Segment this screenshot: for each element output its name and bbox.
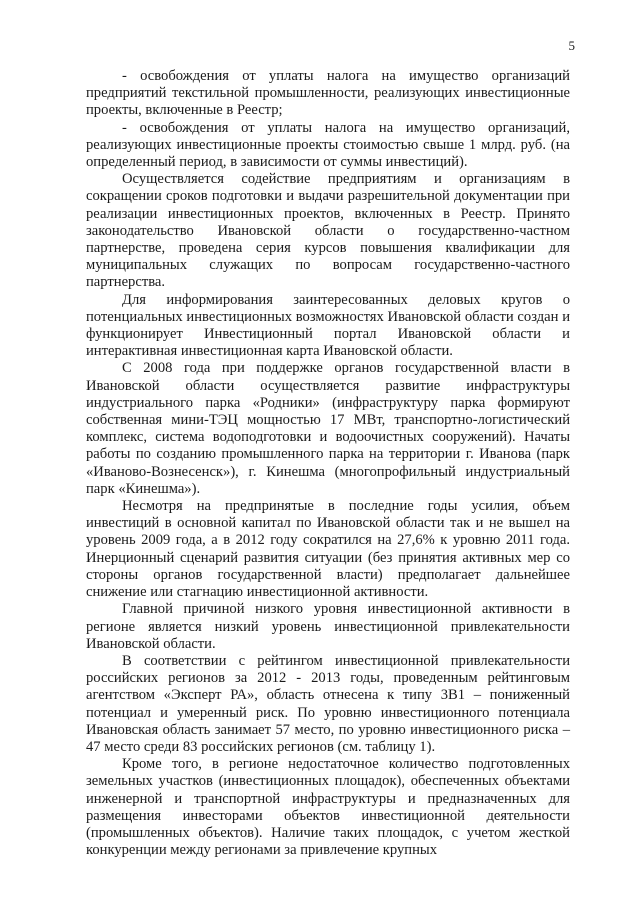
paragraph-investment-decline: Несмотря на предпринятые в последние годы усилия, объем инвестиций в основной капитал по Ивановской области так и не вышел на уровень 2009 года, а в 2012 году сократился на 27,6% к уровню 2011 года. Инерционный сценарий развития ситуации (без принятия активных мер со стороны органов государственной власти) предполагает дальнейшее снижение или стагнацию инвестиционной активности. xyxy=(86,498,570,601)
paragraph-permit-assistance: Осуществляется содействие предприятиям и организациям в сокращении сроков подготовки и выдачи разрешительной документации при реализации инвестиционных проектов, включенных в Реестр. Принято законодательство Ивановской области о государственно-частном партнерстве, проведена серия курсов повышения квалификации для муниципальных служащих по вопросам государственно-частного партнерства. xyxy=(86,171,570,291)
paragraph-rating: В соответствии с рейтингом инвестиционной привлекательности российских регионов за 2012 - 2013 годы, проведенным рейтинговым агентством «Эксперт РА», область отнесена к типу 3В1 – пониженный потенциал и умеренный риск. По уровню инвестиционного потенциала Ивановская область занимает 57 место, по уровню инвестиционного риска – 47 место среди 83 российских регионов (см. таблицу 1). xyxy=(86,652,570,755)
paragraph-main-cause: Главной причиной низкого уровня инвестиционной активности в регионе является низкий уровень инвестиционной привлекательности Ивановской области. xyxy=(86,601,570,652)
document-body xyxy=(86,68,570,859)
paragraph-industrial-parks: С 2008 года при поддержке органов государственной власти в Ивановской области осуществляется развитие инфраструктуры индустриального парка «Родники» (инфраструктуру парка формируют собственная мини-ТЭЦ мощностью 17 МВт, транспортно-логистический комплекс, система водоподготовки и водоочистных сооружений). Начаты работы по созданию промышленного парка на территории г. Иванова (парк «Иваново-Вознесенск»), г. Кинешма (многопрофильный индустриальный парк «Кинешма»). xyxy=(86,360,570,497)
paragraph-tax-exemption-textile: - освобождения от уплаты налога на имущество организаций предприятий текстильной промышленности, реализующих инвестиционные проекты, включенные в Реестр; xyxy=(86,68,570,119)
paragraph-land-plots: Кроме того, в регионе недостаточное количество подготовленных земельных участков (инвестиционных площадок), обеспеченных объектами инженерной и транспортной инфраструктуры и предназначенных для размещения инвесторами объектов инвестиционной деятельности (промышленных объектов). Наличие таких площадок, с учетом жесткой конкуренции между регионами за привлечение крупных xyxy=(86,756,570,859)
paragraph-investment-portal: Для информирования заинтересованных деловых кругов о потенциальных инвестиционных возможностях Ивановской области создан и функционирует Инвестиционный портал Ивановской области и интерактивная инвестиционная карта Ивановской области. xyxy=(86,291,570,360)
page-number: 5 xyxy=(568,38,575,53)
paragraph-tax-exemption-large-projects: - освобождения от уплаты налога на имущество организаций, реализующих инвестиционные проекты стоимостью свыше 1 млрд. руб. (на определенный период, в зависимости от суммы инвестиций). xyxy=(86,119,570,171)
